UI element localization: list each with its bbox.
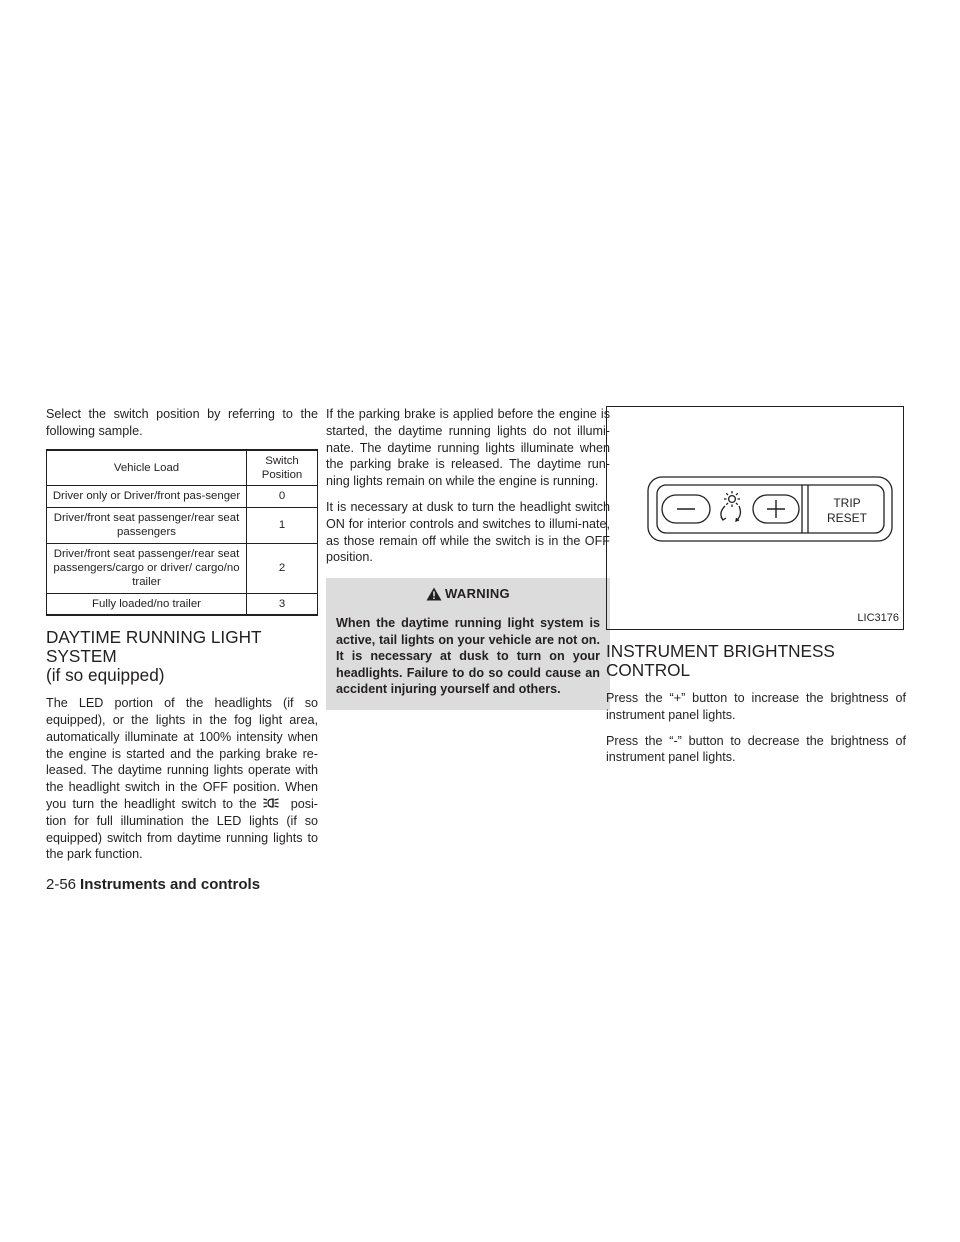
figure-code: LIC3176 bbox=[857, 612, 899, 625]
drl-paragraph-2: If the parking brake is applied before the engine is started, the daytime running lights do not illumi-nate. The daytime running lights illuminate when the parking brake is released. The daytime run-ning lights remain on while the engine is running. bbox=[326, 407, 610, 489]
brightness-heading-line1: INSTRUMENT BRIGHTNESS bbox=[606, 641, 835, 661]
warning-header bbox=[336, 586, 600, 603]
position-cell: 3 bbox=[247, 593, 318, 615]
plus-icon bbox=[767, 500, 785, 518]
load-cell: Fully loaded/no trailer bbox=[47, 593, 247, 615]
vehicle-load-table bbox=[46, 449, 318, 617]
position-cell: 1 bbox=[247, 507, 318, 543]
page-footer bbox=[46, 876, 260, 893]
brightness-heading-line2: CONTROL bbox=[606, 660, 691, 680]
page-number: 2-56 bbox=[46, 876, 77, 893]
position-cell: 2 bbox=[247, 543, 318, 593]
drl-para1-end: posi-tion for full illumination the LED lights (if so equipped) switch from daytime running lights to the park function. bbox=[46, 797, 318, 862]
warning-box bbox=[326, 578, 610, 710]
table-row bbox=[47, 543, 318, 593]
trip-label-line2: RESET bbox=[826, 511, 868, 525]
right-column bbox=[606, 406, 906, 775]
drl-paragraph-1 bbox=[46, 695, 318, 863]
parking-light-icon bbox=[261, 796, 287, 810]
drl-para1-start: The LED portion of the headlights (if so equipped), or the lights in the fog light area, automatically illuminate at 100% intensity when the engine is started and the parking brake re-leased. The daytime running lights operate with the headlight switch in the OFF position. When you turn the headlight switch to the bbox=[46, 696, 318, 812]
warning-title: WARNING bbox=[445, 586, 510, 602]
drl-heading-line1: DAYTIME RUNNING LIGHT SYSTEM bbox=[46, 627, 262, 667]
table-row bbox=[47, 486, 318, 507]
drl-heading-line2: (if so equipped) bbox=[46, 665, 165, 686]
middle-column bbox=[326, 406, 610, 710]
position-cell: 0 bbox=[247, 486, 318, 507]
brightness-paragraph-2: Press the “-” button to decrease the brightness of instrument panel lights. bbox=[606, 733, 906, 765]
drl-paragraph-3: It is necessary at dusk to turn the headlight switch ON for interior controls and switches to illumi-nate, as those remain off while the switch is in the OFF position. bbox=[326, 499, 610, 565]
table-row bbox=[47, 507, 318, 543]
drl-heading bbox=[46, 628, 318, 685]
trip-label-line1: TRIP bbox=[833, 496, 861, 510]
header-vehicle-load: Vehicle Load bbox=[47, 450, 247, 486]
control-panel-illustration bbox=[607, 407, 903, 629]
load-cell: Driver only or Driver/front pas-senger bbox=[47, 486, 247, 507]
brightness-paragraph-1: Press the “+” button to increase the brightness of instrument panel lights. bbox=[606, 691, 906, 722]
brightness-heading bbox=[606, 642, 906, 680]
intro-text: Select the switch position by referring to the following sample. bbox=[46, 407, 318, 438]
chapter-title: Instruments and controls bbox=[80, 876, 261, 893]
load-cell: Driver/front seat passenger/rear seat passengers bbox=[47, 507, 247, 543]
left-column bbox=[46, 406, 318, 872]
warning-text: When the daytime running light system is active, tail lights on your vehicle are not on. It is necessary at dusk to turn on your headlights. Failure to do so could cause an accident injuring yourself and others. bbox=[336, 615, 600, 697]
table-header-row bbox=[47, 450, 318, 486]
brightness-icon bbox=[721, 491, 741, 521]
warning-triangle-icon bbox=[426, 587, 442, 601]
load-cell: Driver/front seat passenger/rear seat passengers/cargo or driver/ cargo/no trailer bbox=[47, 543, 247, 593]
header-switch-position: Switch Position bbox=[247, 450, 318, 486]
brightness-control-figure bbox=[606, 406, 904, 630]
table-row bbox=[47, 593, 318, 615]
